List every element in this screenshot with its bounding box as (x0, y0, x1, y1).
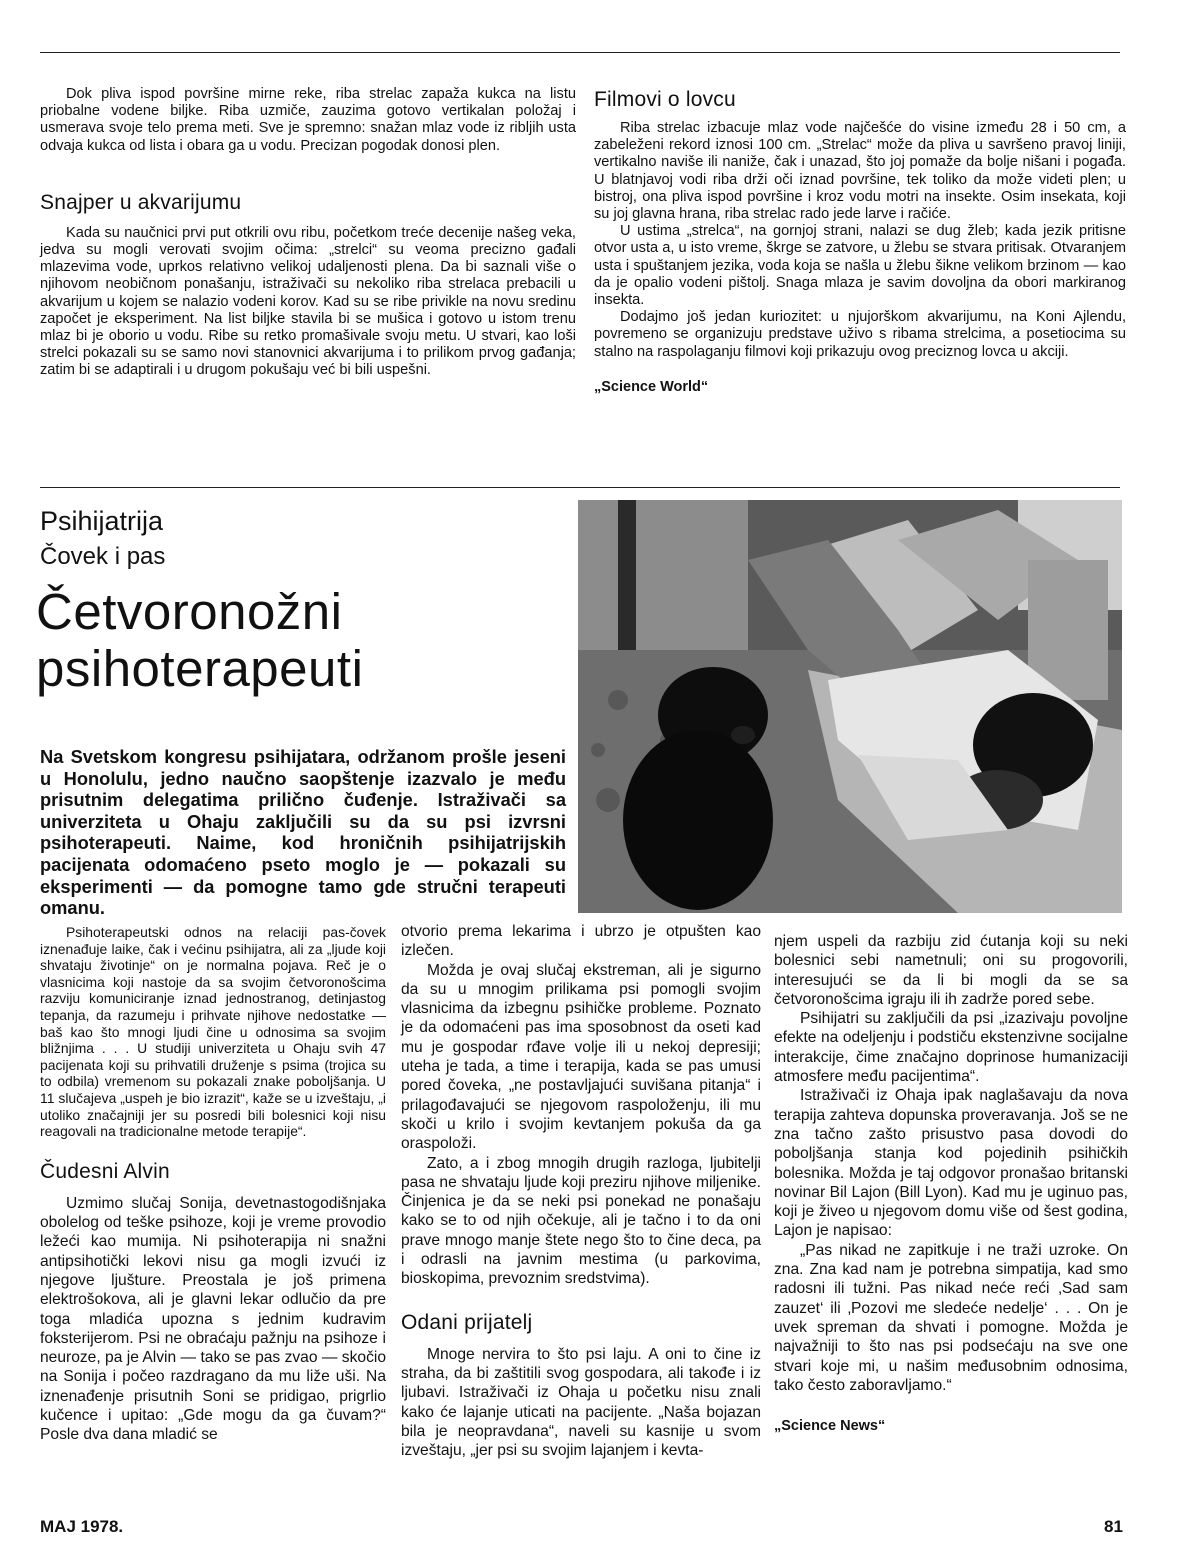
column-1-paragraph-1: Psihoterapeutski odnos na relaciji pas-čovek iznenađuje laike, čak i većinu psihijatra, ali za „ljude koji shvataju životinje“ on je normalna pojava. Reč je o vlasnicima koji nastoje da sa svojim četvoronošcima razviju komuniciranje iznad jednostranog, detinjastog tepanja, da razumeju i prihvate njihove nedostatke — baš kao što mnogi ljudi čine u odnosima sa svojim bližnjima . . . U studiji univerziteta u Ohaju svih 47 pacijenata koji su prihvatili druženje s psima (trojica su to odbila) vremenom su pokazali znake poboljšanja. U 11 slučajeva „uspeh je bio izrazit“, kaže se u izveštaju, „i utoliko značajniji jer su posredi bili bolesnici koji nisu reagovali na tradicionalne metode terapije“. (40, 924, 386, 1140)
top-article-left-column (40, 86, 576, 380)
main-article-column-1 (40, 924, 386, 1445)
column-2-paragraph-4: Mnoge nervira to što psi laju. A oni to čine iz straha, da bi zaštitili svog gospodara, ali takođe i iz ljubavi. Istraživači iz Ohaja u početku nisu znali kako će lajanje uticati na pacijente. „Naša bojazan bila je neopravdana“, naveli su kasnije u svom izveštaju, „jer psi su svojim lajanjem i kevta- (401, 1345, 761, 1460)
column-3-paragraph-2: Psihijatri su zaključili da psi „izazivaju povoljne efekte na odeljenju i podstiču ekstenzivne socijalne interakcije, čime značajno doprinose humanizaciji atmosfere među pacijentima“. (774, 1010, 1128, 1086)
main-article-column-3 (774, 932, 1128, 1436)
source-science-news: „Science News“ (774, 1418, 886, 1435)
top-article-right-column (594, 88, 1126, 396)
intro-paragraph: Dok pliva ispod površine mirne reke, riba strelac zapaža kukca na listu priobalne vodene biljke. Riba uzmiče, zauzima gotovo vertikalan položaj i usmerava svoje telo prema meti. Sve je spremno: snažan mlaz vode iz ribljih usta odvaja kukca od lista i obara ga u vodu. Precizan pogodak donosi plen. (40, 86, 576, 154)
section-label: Psihijatrija (40, 506, 164, 536)
subheading-filmovi: Filmovi o lovcu (594, 88, 736, 111)
subheading-odani-prijatelj: Odani prijatelj (401, 1310, 533, 1334)
snajper-paragraph: Kada su naučnici prvi put otkrili ovu ribu, početkom treće decenije našeg veka, jedva su mogli verovati svojim očima: „strelci“ su veoma precizno gađali mlazevima vode, uprkos relativno velikoj udaljenosti plena. Da bi saznali više o njihovom neobičnom ponašanju, istraživači su nekoliko riba strelaca prebacili u akvarijum u kojem se nalazio vodeni korov. Kad su se ribe privikle na novu sredinu započet je eksperiment. Na list biljke stavila bi se mušica i gotovo u istom trenu mlaz bi je oborio u vodu. Ribe su retko promašivale svoju metu. U stvari, kao loši strelci pokazali su se samo novi stanovnici akvarijuma i to prilikom prvog gađanja; zatim bi se adaptirali i u drugom pokušaju već bi bili uspešni. (40, 224, 576, 379)
headline-line-1: Četvoronožni (36, 583, 343, 640)
lead-paragraph: Na Svetskom kongresu psihijatara, održanom prošle jeseni u Honolulu, jedno naučno saopštenje izazvalo je među prisutnim delegatima prilično čuđenje. Istraživači sa univerziteta u Ohaju zaključili su da su psi izvrsni psihoterapeuti. Naime, kod hroničnih psihijatrijskih pacijenata odomaćeno pseto moglo je — pokazali su eksperimenti — da pomogne tamo gde stručni terapeuti omanu. (40, 746, 566, 919)
kicker: Čovek i pas (40, 543, 166, 570)
subheading-snajper: Snajper u akvarijumu (40, 190, 242, 214)
photo-illustration (578, 500, 1122, 913)
footer-page-number: 81 (1104, 1517, 1123, 1536)
headline-line-2: psihoterapeuti (36, 640, 364, 697)
subheading-cudesni-alvin: Čudesni Alvin (40, 1159, 170, 1183)
column-2-paragraph-1: otvorio prema lekarima i ubrzo je otpušten kao izlečen. (401, 923, 761, 960)
column-3-quote: „Pas nikad ne zapitkuje i ne traži uzroke. On zna. Zna kad nam je potrebna simpatija, kad smo radosni ili tužni. Pas nikad neće reći ‚Sad sam zauzet‘ ili ‚Pozovi me sledeće nedelje‘ . . . On je uvek spreman da shvati i pomogne. Možda je najvažniji to što nas psi podsećaju na sve one stvari koje mi, u našim međusobnim odnosima, tako često zaboravljamo.“ (774, 1241, 1128, 1394)
footer-issue: MAJ 1978. (40, 1517, 124, 1536)
column-1-paragraph-2: Uzmimo slučaj Sonija, devetnastogodišnjaka obolelog od teške psihoze, koji je vreme provodio ležeći kao mumija. Ni psihoterapija ni snažni antipsihotički lekovi nisu ga mogli izvući iz njegove ljušture. Preostala je još primena elektrošokova, ali je glavni lekar odlučio da pre toga mladića upozna s jednim kudravim foksterijerom. Psi ne obraćaju pažnju na psihoze i neuroze, pa je Alvin — tako se pas zvao — skočio na Sonija i počeo razdragano da mu liže uši. Na iznenađenje prisutnih Soni se pridigao, prigrlio kučence i upitao: „Gde mogu da ga čuvam?“ Posle dva dana mladić se (40, 1194, 386, 1444)
top-rule (40, 52, 1120, 53)
column-2-paragraph-3: Zato, a i zbog mnogih drugih razloga, ljubitelji pasa ne shvataju ljude koji preziru njihove miljenike. Činjenica je da se neki psi ponekad ne ponašaju kako se to od njih očekuje, ali je tačno i to da oni prave mnogo manje štete nego što to čine deca, pa i odrasli na javnim mestima (u parkovima, bioskopima, prevoznim sredstvima). (401, 1154, 761, 1288)
column-3-paragraph-1: njem uspeli da razbiju zid ćutanja koji su neki bolesnici sebi nametnuli; oni su progovorili, interesujući se da li bi mogli da se sa četvoronošcima igraju ili ih zadrže pored sebe. (774, 933, 1128, 1008)
column-2-paragraph-2: Možda je ovaj slučaj ekstreman, ali je sigurno da su u mnogim prilikama psi pomogli svojim vlasnicima da izbegnu psihičke probleme. Poznato je da odomaćeni pas ima sposobnost da oseti kad mu je gospodar rđave volje ili u nekoj depresiji; uteha je tada, a time i terapija, kada se pas umusi pored čoveka, „ne postavljajući suvišana pitanja“ i prilagođavajući se njegovom raspoloženju, ili mu skoči u krilo i svojim kevtanjem pokuša da ga oraspoloži. (401, 961, 761, 1153)
filmovi-paragraph-3: Dodajmo još jedan kuriozitet: u njujorškom akvarijumu, na Koni Ajlendu, povremeno se organizuju predstave uživo s ribama strelcima, a posetiocima su stalno na raspolaganju filmovi koji prikazuju ovog preciznog lovca u akciji. (594, 309, 1126, 360)
section-rule (40, 487, 1120, 488)
source-science-world: „Science World“ (594, 378, 709, 395)
headline (36, 583, 556, 697)
column-3-paragraph-3: Istraživači iz Ohaja ipak naglašavaju da nova terapija zahteva dopunska proveravanja. Još se ne zna tačno zašto prisustvo pasa dovodi do poboljšanja stanja kod pojedinih psihičkih bolesnika. Možda je taj odgovor pronašao britanski novinar Bil Lajon (Bill Lyon). Kad mu je uginuo pas, koji je živeo u njegovom domu više od šest godina, Lajon je napisao: (774, 1087, 1128, 1240)
photo-man-and-dog (578, 500, 1122, 913)
main-article-column-2 (401, 922, 761, 1460)
filmovi-paragraph-2: U ustima „strelca“, na gornjoj strani, nalazi se dug žleb; kada jezik pritisne otvor usta a, u isto vreme, škrge se zatvore, u žlebu se stvara pritisak. Otvaranjem usta i spuštanjem jezika, voda koja se našla u žlebu šikne velikom brzinom — kao da je opalio vodeni pištolj. Snaga mlaza je savim dovoljna da obori markiranog insekta. (594, 223, 1126, 309)
filmovi-paragraph-1: Riba strelac izbacuje mlaz vode najčešće do visine između 28 i 50 cm, a zabeleženi rekord iznosi 100 cm. „Strelac“ može da pliva u savršeno pravoj liniji, vertikalno naviše ili naniže, čak i unazad, što joj pomaže da bolje nišani i pogađa. U blatnjavoj vodi riba drži oči iznad površine, tek toliko da može videti plen; u bistroj, ona pliva ispod površine i kroz vodu motri na insekte. Osim insekata, koji su joj glavna hrana, riba strelac rado jede larve i račiće. (594, 120, 1126, 223)
